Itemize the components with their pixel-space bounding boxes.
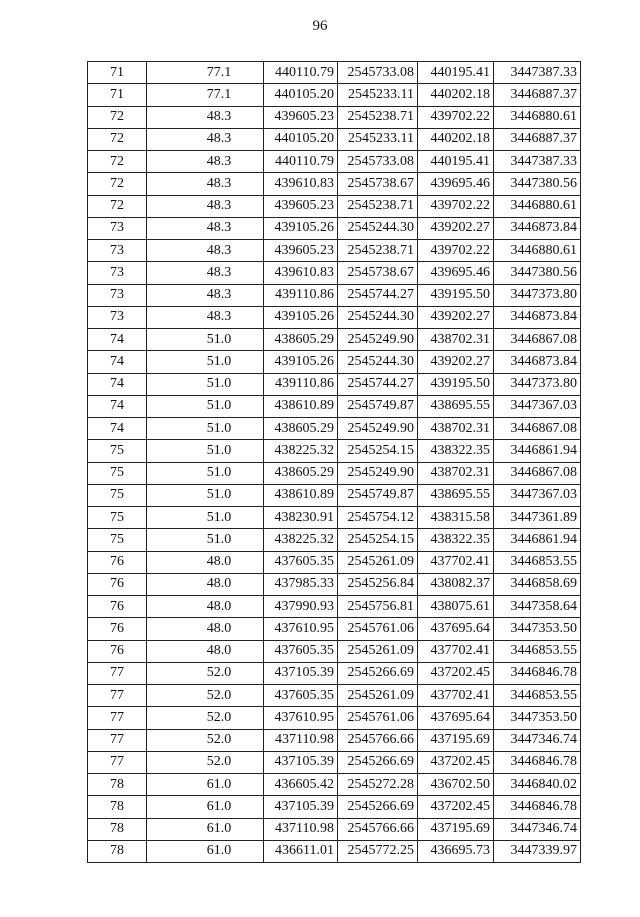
- parcel-number-cell: 71: [88, 84, 147, 106]
- length-cell: 61.0: [147, 796, 264, 818]
- x1-cell: 440105.20: [264, 128, 338, 150]
- parcel-number-cell: 76: [88, 618, 147, 640]
- y2-cell: 3446880.61: [494, 240, 581, 262]
- y2-cell: 3446861.94: [494, 440, 581, 462]
- length-cell: 48.3: [147, 306, 264, 328]
- x1-cell: 437605.35: [264, 685, 338, 707]
- parcel-number-cell: 73: [88, 240, 147, 262]
- length-cell: 48.0: [147, 596, 264, 618]
- y2-cell: 3447387.33: [494, 62, 581, 84]
- x1-cell: 438225.32: [264, 440, 338, 462]
- parcel-number-cell: 72: [88, 195, 147, 217]
- parcel-number-cell: 77: [88, 751, 147, 773]
- x2-cell: 440195.41: [418, 151, 494, 173]
- parcel-number-cell: 77: [88, 662, 147, 684]
- y2-cell: 3446887.37: [494, 128, 581, 150]
- length-cell: 48.3: [147, 217, 264, 239]
- length-cell: 51.0: [147, 329, 264, 351]
- length-cell: 48.0: [147, 618, 264, 640]
- x2-cell: 438702.31: [418, 418, 494, 440]
- parcel-number-cell: 77: [88, 729, 147, 751]
- y1-cell: 2545254.15: [338, 440, 418, 462]
- y1-cell: 2545233.11: [338, 128, 418, 150]
- table-row: [88, 240, 581, 262]
- y1-cell: 2545761.06: [338, 707, 418, 729]
- x1-cell: 439110.86: [264, 373, 338, 395]
- x2-cell: 438315.58: [418, 507, 494, 529]
- parcel-number-cell: 75: [88, 507, 147, 529]
- y2-cell: 3446873.84: [494, 217, 581, 239]
- table-row: [88, 707, 581, 729]
- y1-cell: 2545744.27: [338, 373, 418, 395]
- x1-cell: 437110.98: [264, 729, 338, 751]
- parcel-number-cell: 73: [88, 284, 147, 306]
- table-row: [88, 796, 581, 818]
- table-row: [88, 151, 581, 173]
- x1-cell: 439105.26: [264, 351, 338, 373]
- table-row: [88, 351, 581, 373]
- length-cell: 48.0: [147, 573, 264, 595]
- x2-cell: 436695.73: [418, 840, 494, 862]
- y2-cell: 3447353.50: [494, 618, 581, 640]
- parcel-number-cell: 75: [88, 440, 147, 462]
- y1-cell: 2545738.67: [338, 173, 418, 195]
- x1-cell: 437610.95: [264, 618, 338, 640]
- length-cell: 77.1: [147, 62, 264, 84]
- y2-cell: 3447367.03: [494, 484, 581, 506]
- parcel-number-cell: 74: [88, 418, 147, 440]
- x1-cell: 439105.26: [264, 217, 338, 239]
- x1-cell: 436611.01: [264, 840, 338, 862]
- y2-cell: 3446867.08: [494, 418, 581, 440]
- length-cell: 51.0: [147, 395, 264, 417]
- x2-cell: 437202.45: [418, 751, 494, 773]
- y1-cell: 2545261.09: [338, 685, 418, 707]
- y1-cell: 2545244.30: [338, 306, 418, 328]
- x1-cell: 439105.26: [264, 306, 338, 328]
- x2-cell: 439202.27: [418, 306, 494, 328]
- table-row: [88, 573, 581, 595]
- x2-cell: 440202.18: [418, 128, 494, 150]
- y2-cell: 3447380.56: [494, 173, 581, 195]
- x2-cell: 438695.55: [418, 395, 494, 417]
- x1-cell: 439605.23: [264, 240, 338, 262]
- length-cell: 51.0: [147, 462, 264, 484]
- x1-cell: 440110.79: [264, 151, 338, 173]
- parcel-number-cell: 73: [88, 306, 147, 328]
- y2-cell: 3446880.61: [494, 106, 581, 128]
- parcel-number-cell: 76: [88, 596, 147, 618]
- table-row: [88, 395, 581, 417]
- y1-cell: 2545766.66: [338, 818, 418, 840]
- x2-cell: 439202.27: [418, 217, 494, 239]
- x2-cell: 437695.64: [418, 618, 494, 640]
- table-row: [88, 507, 581, 529]
- y1-cell: 2545238.71: [338, 240, 418, 262]
- table-row: [88, 62, 581, 84]
- parcel-number-cell: 72: [88, 128, 147, 150]
- parcel-number-cell: 78: [88, 818, 147, 840]
- parcel-number-cell: 75: [88, 484, 147, 506]
- length-cell: 52.0: [147, 751, 264, 773]
- x2-cell: 440202.18: [418, 84, 494, 106]
- x1-cell: 440110.79: [264, 62, 338, 84]
- table-row: [88, 484, 581, 506]
- x1-cell: 437105.39: [264, 662, 338, 684]
- y2-cell: 3447380.56: [494, 262, 581, 284]
- length-cell: 48.3: [147, 173, 264, 195]
- y2-cell: 3447346.74: [494, 729, 581, 751]
- x2-cell: 438082.37: [418, 573, 494, 595]
- y1-cell: 2545754.12: [338, 507, 418, 529]
- x2-cell: 438702.31: [418, 462, 494, 484]
- length-cell: 61.0: [147, 840, 264, 862]
- x1-cell: 438605.29: [264, 418, 338, 440]
- x2-cell: 439695.46: [418, 262, 494, 284]
- y1-cell: 2545254.15: [338, 529, 418, 551]
- y2-cell: 3446887.37: [494, 84, 581, 106]
- y1-cell: 2545256.84: [338, 573, 418, 595]
- y1-cell: 2545733.08: [338, 62, 418, 84]
- table-row: [88, 751, 581, 773]
- y2-cell: 3447373.80: [494, 284, 581, 306]
- parcel-number-cell: 71: [88, 62, 147, 84]
- parcel-number-cell: 74: [88, 329, 147, 351]
- table-row: [88, 818, 581, 840]
- x2-cell: 437695.64: [418, 707, 494, 729]
- x2-cell: 436702.50: [418, 774, 494, 796]
- length-cell: 48.3: [147, 128, 264, 150]
- y2-cell: 3447367.03: [494, 395, 581, 417]
- y1-cell: 2545249.90: [338, 418, 418, 440]
- x1-cell: 438605.29: [264, 462, 338, 484]
- parcel-number-cell: 75: [88, 529, 147, 551]
- table-row: [88, 195, 581, 217]
- length-cell: 48.3: [147, 284, 264, 306]
- parcel-number-cell: 75: [88, 462, 147, 484]
- x2-cell: 439195.50: [418, 373, 494, 395]
- y2-cell: 3447353.50: [494, 707, 581, 729]
- parcel-number-cell: 78: [88, 840, 147, 862]
- table-row: [88, 329, 581, 351]
- y1-cell: 2545766.66: [338, 729, 418, 751]
- parcel-number-cell: 74: [88, 395, 147, 417]
- y2-cell: 3446858.69: [494, 573, 581, 595]
- length-cell: 61.0: [147, 774, 264, 796]
- parcel-number-cell: 73: [88, 217, 147, 239]
- x1-cell: 437605.35: [264, 640, 338, 662]
- x2-cell: 439195.50: [418, 284, 494, 306]
- table-row: [88, 128, 581, 150]
- y1-cell: 2545733.08: [338, 151, 418, 173]
- x2-cell: 438695.55: [418, 484, 494, 506]
- x1-cell: 438230.91: [264, 507, 338, 529]
- x1-cell: 437605.35: [264, 551, 338, 573]
- parcel-number-cell: 74: [88, 351, 147, 373]
- y1-cell: 2545272.28: [338, 774, 418, 796]
- y1-cell: 2545249.90: [338, 462, 418, 484]
- y2-cell: 3446867.08: [494, 329, 581, 351]
- x2-cell: 439702.22: [418, 106, 494, 128]
- y1-cell: 2545749.87: [338, 395, 418, 417]
- x2-cell: 438075.61: [418, 596, 494, 618]
- y1-cell: 2545756.81: [338, 596, 418, 618]
- parcel-number-cell: 72: [88, 106, 147, 128]
- y2-cell: 3446880.61: [494, 195, 581, 217]
- length-cell: 51.0: [147, 440, 264, 462]
- parcel-number-cell: 76: [88, 573, 147, 595]
- x2-cell: 438702.31: [418, 329, 494, 351]
- page-number: 96: [312, 18, 328, 34]
- table-row: [88, 774, 581, 796]
- y2-cell: 3446873.84: [494, 306, 581, 328]
- x2-cell: 437202.45: [418, 796, 494, 818]
- table-row: [88, 840, 581, 862]
- table-row: [88, 618, 581, 640]
- x2-cell: 437195.69: [418, 818, 494, 840]
- y1-cell: 2545738.67: [338, 262, 418, 284]
- table-row: [88, 262, 581, 284]
- y1-cell: 2545244.30: [338, 217, 418, 239]
- x1-cell: 438225.32: [264, 529, 338, 551]
- table-row: [88, 173, 581, 195]
- parcel-number-cell: 76: [88, 551, 147, 573]
- length-cell: 52.0: [147, 707, 264, 729]
- length-cell: 51.0: [147, 507, 264, 529]
- y2-cell: 3446846.78: [494, 751, 581, 773]
- table-row: [88, 440, 581, 462]
- y2-cell: 3446840.02: [494, 774, 581, 796]
- x1-cell: 437110.98: [264, 818, 338, 840]
- x2-cell: 439702.22: [418, 195, 494, 217]
- length-cell: 51.0: [147, 351, 264, 373]
- parcel-number-cell: 73: [88, 262, 147, 284]
- table-row: [88, 729, 581, 751]
- parcel-number-cell: 77: [88, 707, 147, 729]
- y2-cell: 3446846.78: [494, 662, 581, 684]
- y1-cell: 2545266.69: [338, 796, 418, 818]
- x1-cell: 438610.89: [264, 484, 338, 506]
- x1-cell: 439610.83: [264, 173, 338, 195]
- y2-cell: 3447361.89: [494, 507, 581, 529]
- length-cell: 52.0: [147, 685, 264, 707]
- table-row: [88, 284, 581, 306]
- length-cell: 52.0: [147, 729, 264, 751]
- table-row: [88, 662, 581, 684]
- y2-cell: 3447339.97: [494, 840, 581, 862]
- coordinates-table: [87, 61, 581, 863]
- x1-cell: 439605.23: [264, 106, 338, 128]
- x1-cell: 436605.42: [264, 774, 338, 796]
- x1-cell: 440105.20: [264, 84, 338, 106]
- length-cell: 77.1: [147, 84, 264, 106]
- parcel-number-cell: 77: [88, 685, 147, 707]
- x1-cell: 437105.39: [264, 796, 338, 818]
- table-row: [88, 306, 581, 328]
- y2-cell: 3446846.78: [494, 796, 581, 818]
- x2-cell: 440195.41: [418, 62, 494, 84]
- y1-cell: 2545244.30: [338, 351, 418, 373]
- table-row: [88, 418, 581, 440]
- x1-cell: 438610.89: [264, 395, 338, 417]
- y1-cell: 2545238.71: [338, 106, 418, 128]
- length-cell: 48.3: [147, 262, 264, 284]
- y1-cell: 2545772.25: [338, 840, 418, 862]
- x2-cell: 438322.35: [418, 440, 494, 462]
- table-row: [88, 596, 581, 618]
- y2-cell: 3446853.55: [494, 640, 581, 662]
- length-cell: 51.0: [147, 484, 264, 506]
- x2-cell: 437702.41: [418, 685, 494, 707]
- length-cell: 48.0: [147, 640, 264, 662]
- parcel-number-cell: 76: [88, 640, 147, 662]
- y2-cell: 3447358.64: [494, 596, 581, 618]
- y1-cell: 2545238.71: [338, 195, 418, 217]
- y1-cell: 2545744.27: [338, 284, 418, 306]
- x1-cell: 437610.95: [264, 707, 338, 729]
- x1-cell: 439605.23: [264, 195, 338, 217]
- length-cell: 48.3: [147, 240, 264, 262]
- length-cell: 48.3: [147, 106, 264, 128]
- y1-cell: 2545233.11: [338, 84, 418, 106]
- length-cell: 48.3: [147, 195, 264, 217]
- table-body: [88, 62, 581, 863]
- parcel-number-cell: 74: [88, 373, 147, 395]
- table-row: [88, 373, 581, 395]
- length-cell: 51.0: [147, 373, 264, 395]
- y1-cell: 2545749.87: [338, 484, 418, 506]
- length-cell: 61.0: [147, 818, 264, 840]
- x2-cell: 437202.45: [418, 662, 494, 684]
- y2-cell: 3446873.84: [494, 351, 581, 373]
- table-row: [88, 685, 581, 707]
- parcel-number-cell: 72: [88, 151, 147, 173]
- y2-cell: 3446861.94: [494, 529, 581, 551]
- table-row: [88, 217, 581, 239]
- table-row: [88, 551, 581, 573]
- length-cell: 52.0: [147, 662, 264, 684]
- y1-cell: 2545249.90: [338, 329, 418, 351]
- length-cell: 48.0: [147, 551, 264, 573]
- table-row: [88, 640, 581, 662]
- y1-cell: 2545261.09: [338, 551, 418, 573]
- table-row: [88, 106, 581, 128]
- y2-cell: 3447373.80: [494, 373, 581, 395]
- length-cell: 48.3: [147, 151, 264, 173]
- y1-cell: 2545261.09: [338, 640, 418, 662]
- x2-cell: 439695.46: [418, 173, 494, 195]
- y1-cell: 2545761.06: [338, 618, 418, 640]
- y2-cell: 3447387.33: [494, 151, 581, 173]
- table-row: [88, 529, 581, 551]
- parcel-number-cell: 78: [88, 796, 147, 818]
- parcel-number-cell: 72: [88, 173, 147, 195]
- x2-cell: 437702.41: [418, 551, 494, 573]
- table-row: [88, 462, 581, 484]
- parcel-number-cell: 78: [88, 774, 147, 796]
- y2-cell: 3446853.55: [494, 551, 581, 573]
- y1-cell: 2545266.69: [338, 751, 418, 773]
- x1-cell: 438605.29: [264, 329, 338, 351]
- y2-cell: 3446867.08: [494, 462, 581, 484]
- x1-cell: 437985.33: [264, 573, 338, 595]
- y2-cell: 3447346.74: [494, 818, 581, 840]
- y1-cell: 2545266.69: [338, 662, 418, 684]
- length-cell: 51.0: [147, 418, 264, 440]
- y2-cell: 3446853.55: [494, 685, 581, 707]
- x2-cell: 437195.69: [418, 729, 494, 751]
- x2-cell: 439702.22: [418, 240, 494, 262]
- x1-cell: 439110.86: [264, 284, 338, 306]
- x2-cell: 438322.35: [418, 529, 494, 551]
- x1-cell: 439610.83: [264, 262, 338, 284]
- table-row: [88, 84, 581, 106]
- x2-cell: 439202.27: [418, 351, 494, 373]
- x1-cell: 437990.93: [264, 596, 338, 618]
- length-cell: 51.0: [147, 529, 264, 551]
- x1-cell: 437105.39: [264, 751, 338, 773]
- x2-cell: 437702.41: [418, 640, 494, 662]
